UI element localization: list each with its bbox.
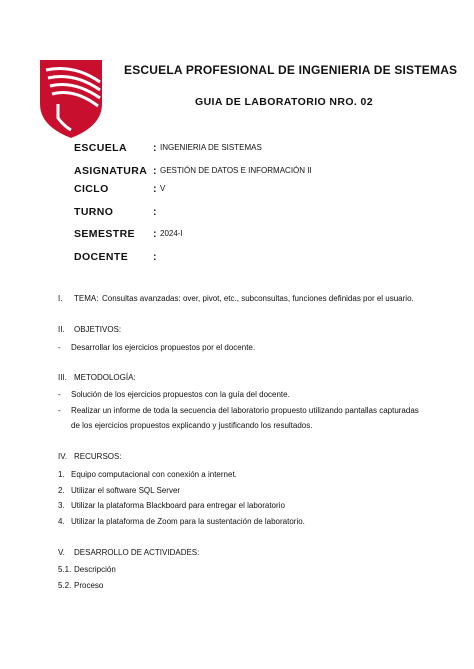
info-value: INGENIERIA DE SISTEMAS	[160, 143, 262, 152]
guide-title: GUIA DE LABORATORIO NRO. 02	[195, 96, 374, 108]
info-row-ciclo	[74, 183, 374, 197]
info-row-docente	[74, 251, 374, 265]
list-marker: 5.2.	[58, 581, 72, 590]
list-item-text: Solución de los ejercicios propuestos con la guía del docente.	[71, 390, 290, 399]
list-item-text: Realizar un informe de toda la secuencia del laboratorio propuesto utilizando pantallas capturadas	[71, 406, 419, 415]
info-colon: :	[153, 228, 157, 240]
list-item-text: Utilizar el software SQL Server	[71, 486, 181, 495]
info-colon: :	[153, 142, 157, 154]
list-marker: 5.1.	[58, 565, 72, 574]
section-number: V.	[58, 548, 65, 557]
list-marker: 4.	[58, 517, 65, 526]
section-number: III.	[58, 373, 67, 382]
info-label: SEMESTRE	[74, 228, 135, 240]
list-item-text: Utilizar la plataforma de Zoom para la sustentación de laboratorio.	[71, 517, 305, 526]
list-marker: -	[58, 390, 61, 399]
list-item-text: Proceso	[74, 581, 104, 590]
list-marker: 1.	[58, 470, 65, 479]
section-number: I.	[58, 294, 63, 303]
section-label: DESARROLLO DE ACTIVIDADES:	[74, 548, 200, 557]
section-number: II.	[58, 325, 65, 334]
list-item-text: Descripción	[74, 565, 116, 574]
section-tema-text: Consultas avanzadas: over, pivot, etc., subconsultas, funciones definidas por el usuario.	[102, 294, 414, 303]
list-item-continuation	[71, 421, 312, 430]
info-row-semestre	[74, 228, 374, 242]
list-marker: -	[58, 406, 61, 415]
info-colon: :	[153, 251, 157, 263]
info-label: CICLO	[74, 183, 109, 195]
section-label: TEMA:	[74, 294, 99, 303]
info-row-asignatura	[74, 165, 374, 179]
info-value: V	[160, 184, 166, 193]
info-label: DOCENTE	[74, 251, 129, 263]
section-label: RECURSOS:	[74, 452, 122, 461]
info-label: ASIGNATURA	[74, 165, 148, 177]
school-title: ESCUELA PROFESIONAL DE INGENIERIA DE SISTEMAS	[124, 63, 458, 77]
section-label: METODOLOGÍA:	[74, 373, 136, 382]
section-number: IV.	[58, 452, 68, 461]
info-colon: :	[153, 206, 157, 218]
section-label: OBJETIVOS:	[74, 325, 122, 334]
list-marker: 2.	[58, 486, 65, 495]
list-item-text: Desarrollar los ejercicios propuestos por el docente.	[71, 343, 256, 352]
info-row-escuela	[74, 142, 374, 156]
info-value: GESTIÓN DE DATOS E INFORMACIÓN II	[160, 166, 312, 175]
list-marker: 3.	[58, 501, 65, 510]
info-colon: :	[153, 165, 157, 177]
list-item-text: Utilizar la plataforma Blackboard para entregar el laboratorio	[71, 501, 285, 510]
university-shield-logo	[36, 56, 106, 140]
list-item-text: de los ejercicios propuestos explicando y justificando los resultados.	[71, 421, 313, 430]
list-item-text: Equipo computacional con conexión a internet.	[71, 470, 237, 479]
info-label: ESCUELA	[74, 142, 127, 154]
info-value: 2024-I	[160, 229, 183, 238]
list-marker: -	[58, 343, 61, 352]
info-row-turno	[74, 206, 374, 220]
info-label: TURNO	[74, 206, 114, 218]
info-colon: :	[153, 183, 157, 195]
